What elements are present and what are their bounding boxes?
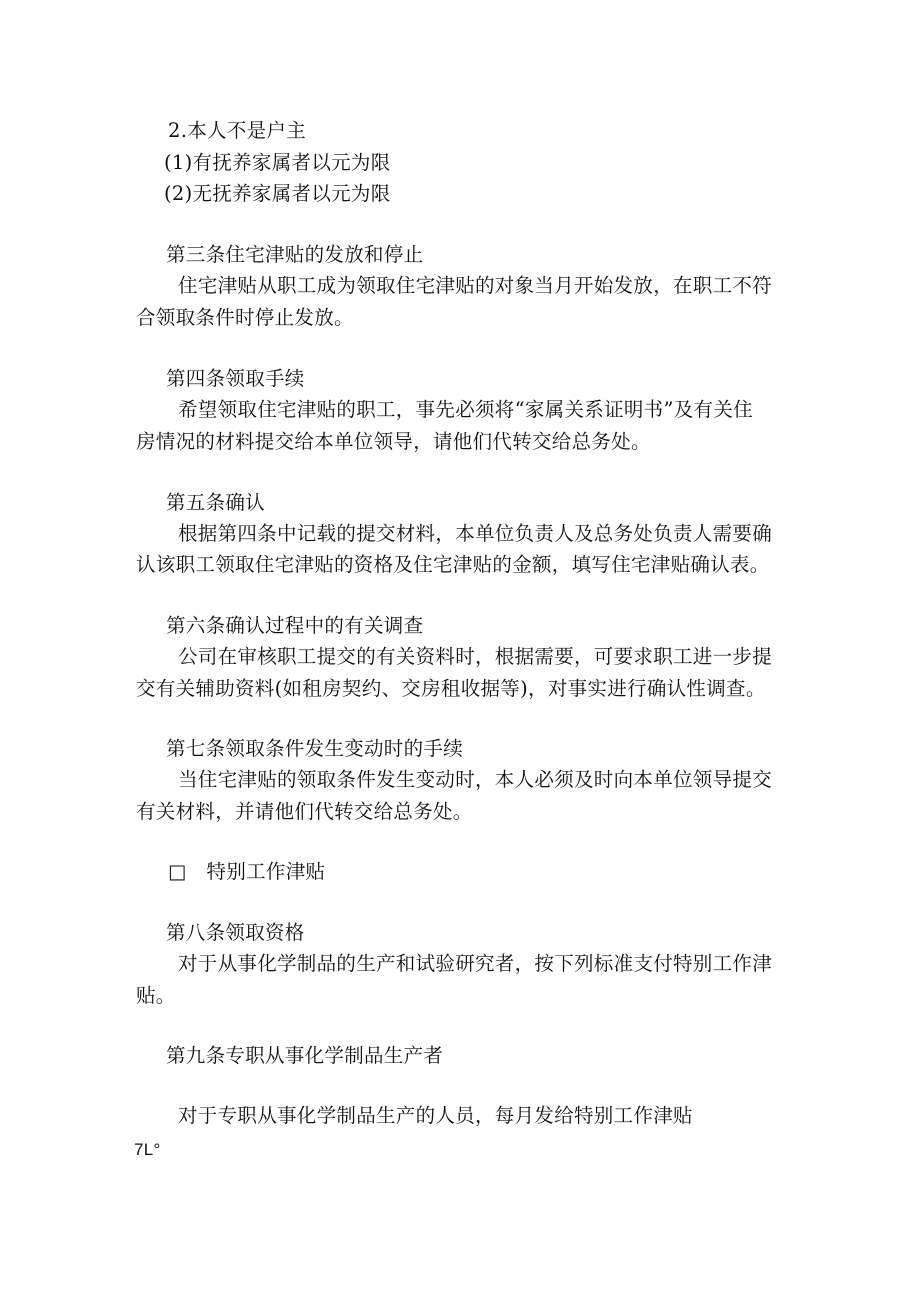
body-line: 对于专职从事化学制品生产的人员，每月发给特别工作津贴 [178, 1104, 693, 1127]
body-line: 希望领取住宅津贴的职工，事先必须将“家属关系证明书”及有关住 [178, 398, 753, 421]
trailing-fragment: 7L° [134, 1140, 161, 1159]
body-line: (2)无抚养家属者以元为限 [164, 182, 391, 205]
chapter-heading: □ 特别工作津贴 [168, 860, 326, 883]
section-heading: 第三条住宅津贴的发放和停止 [166, 243, 424, 266]
section-heading: 第七条领取条件发生变动时的手续 [166, 737, 464, 760]
body-line: 交有关辅助资料(如租房契约、交房租收据等)，对事实进行确认性调查。 [136, 677, 766, 700]
body-line: 贴。 [136, 984, 176, 1007]
section-heading: 第四条领取手续 [166, 367, 305, 390]
body-line: 公司在审核职工提交的有关资料时，根据需要，可要求职工进一步提 [178, 645, 773, 668]
body-line: 有关材料，并请他们代转交给总务处。 [136, 800, 473, 823]
body-line: 对于从事化学制品的生产和试验研究者，按下列标准支付特别工作津 [178, 952, 773, 975]
body-line: (1)有抚养家属者以元为限 [164, 151, 391, 174]
section-heading: 第五条确认 [166, 491, 266, 514]
body-line: 2.本人不是户主 [168, 119, 307, 142]
body-line: 根据第四条中记载的提交材料，本单位负责人及总务处负责人需要确 [178, 522, 773, 545]
body-line: 合领取条件时停止发放。 [136, 306, 354, 329]
body-line: 当住宅津贴的领取条件发生变动时，本人必须及时向本单位领导提交 [178, 768, 773, 791]
section-heading: 第八条领取资格 [166, 921, 305, 944]
section-heading: 第九条专职从事化学制品生产者 [166, 1044, 444, 1067]
section-heading: 第六条确认过程中的有关调查 [166, 614, 424, 637]
body-line: 住宅津贴从职工成为领取住宅津贴的对象当月开始发放，在职工不符 [178, 274, 773, 297]
body-line: 认该职工领取住宅津贴的资格及住宅津贴的金额，填写住宅津贴确认表。 [136, 553, 770, 576]
body-line: 房情况的材料提交给本单位领导，请他们代转交给总务处。 [136, 430, 651, 453]
